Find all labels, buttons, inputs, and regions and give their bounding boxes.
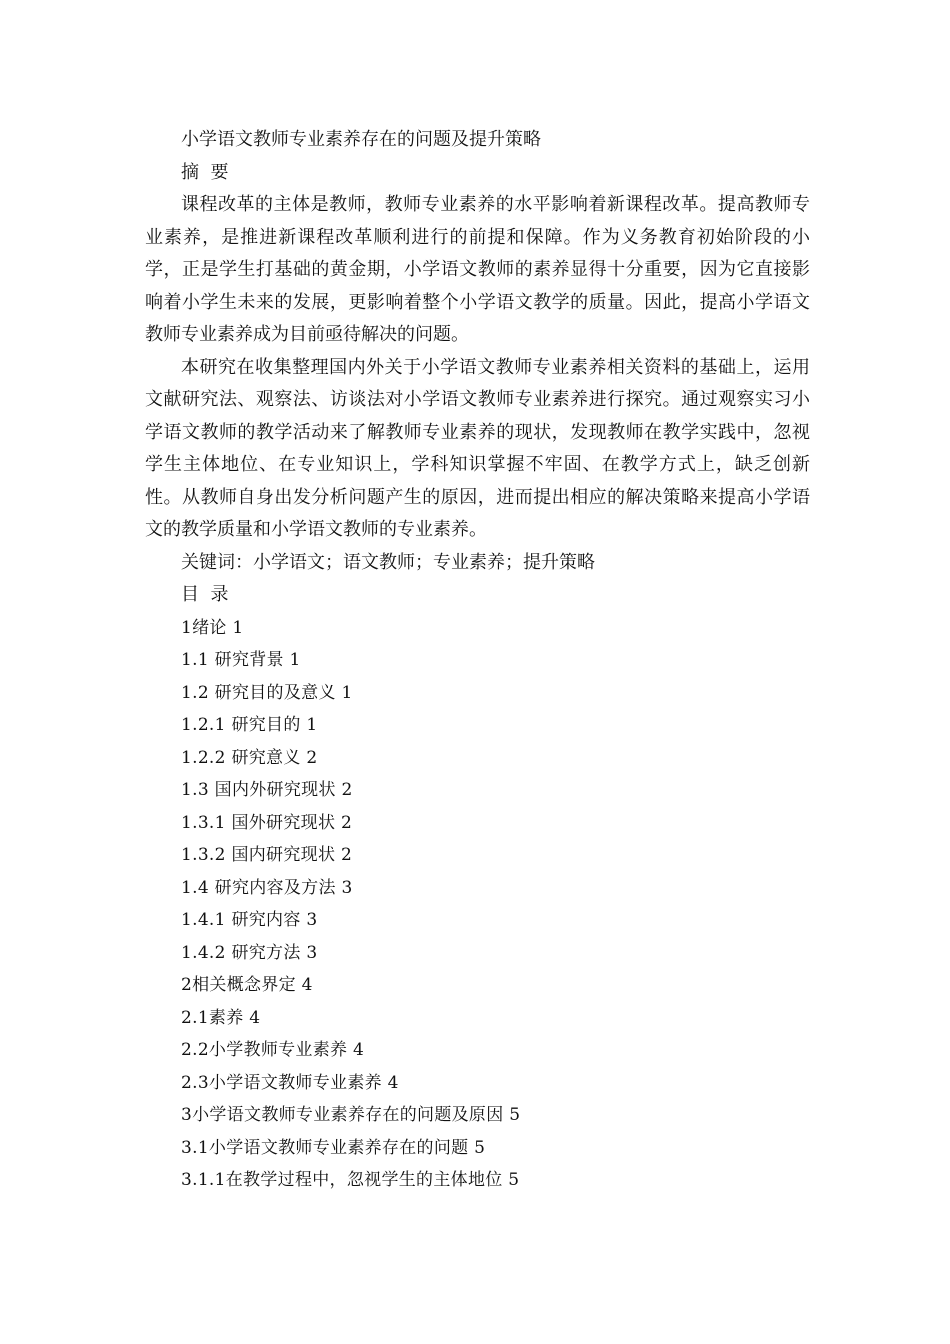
- toc-item: 2.3小学语文教师专业素养 4: [181, 1072, 399, 1093]
- abstract-paragraph-1: 课程改革的主体是教师，教师专业素养的水平影响着新课程改革。提高教师专业素养，是推进新课程改革顺利进行的前提和保障。作为义务教育初始阶段的小学，正是学生打基础的黄金期，小学语文教师的素养显得十分重要，因为它直接影响着小学生未来的发展，更影响着整个小学语文教学的质量。因此，提高小学语文教师专业素养成为目前亟待解决的问题。: [145, 194, 810, 345]
- document-title: 小学语文教师专业素养存在的问题及提升策略: [181, 129, 541, 150]
- toc-heading: 目 录: [181, 584, 229, 605]
- table-of-contents: [145, 612, 810, 1197]
- toc-item: 1.3.1 国外研究现状 2: [181, 812, 353, 833]
- toc-item: 1绪论 1: [181, 617, 244, 638]
- toc-item: 2.1素养 4: [181, 1007, 261, 1028]
- toc-item: 1.2.2 研究意义 2: [181, 747, 318, 768]
- toc-item: 1.4 研究内容及方法 3: [181, 877, 353, 898]
- toc-item: 1.2 研究目的及意义 1: [181, 682, 353, 703]
- toc-item: 3.1.1在教学过程中，忽视学生的主体地位 5: [181, 1170, 520, 1190]
- abstract-paragraph-2: 本研究在收集整理国内外关于小学语文教师专业素养相关资料的基础上，运用文献研究法、观察法、访谈法对小学语文教师专业素养进行探究。通过观察实习小学语文教师的教学活动来了解教师专业素养的现状，发现教师在教学实践中，忽视学生主体地位、在专业知识上，学科知识掌握不牢固、在教学方式上，缺乏创新性。从教师自身出发分析问题产生的原因，进而提出相应的解决策略来提高小学语文的教学质量和小学语文教师的专业素养。: [145, 356, 810, 540]
- toc-item: 3.1小学语文教师专业素养存在的问题 5: [181, 1137, 486, 1158]
- abstract-heading: 摘 要: [181, 161, 229, 183]
- keywords-line: 关键词：小学语文；语文教师；专业素养；提升策略: [181, 551, 595, 573]
- toc-item: 1.1 研究背景 1: [181, 650, 301, 670]
- toc-item: 1.3 国内外研究现状 2: [181, 780, 353, 800]
- toc-item: 1.4.2 研究方法 3: [181, 942, 318, 963]
- toc-item: 1.2.1 研究目的 1: [181, 715, 318, 735]
- toc-item: 1.3.2 国内研究现状 2: [181, 845, 353, 865]
- toc-item: 2相关概念界定 4: [181, 975, 313, 995]
- toc-item: 2.2小学教师专业素养 4: [181, 1040, 365, 1060]
- document-body: [145, 124, 810, 1197]
- toc-item: 1.4.1 研究内容 3: [181, 910, 318, 930]
- toc-item: 3小学语文教师专业素养存在的问题及原因 5: [181, 1105, 521, 1125]
